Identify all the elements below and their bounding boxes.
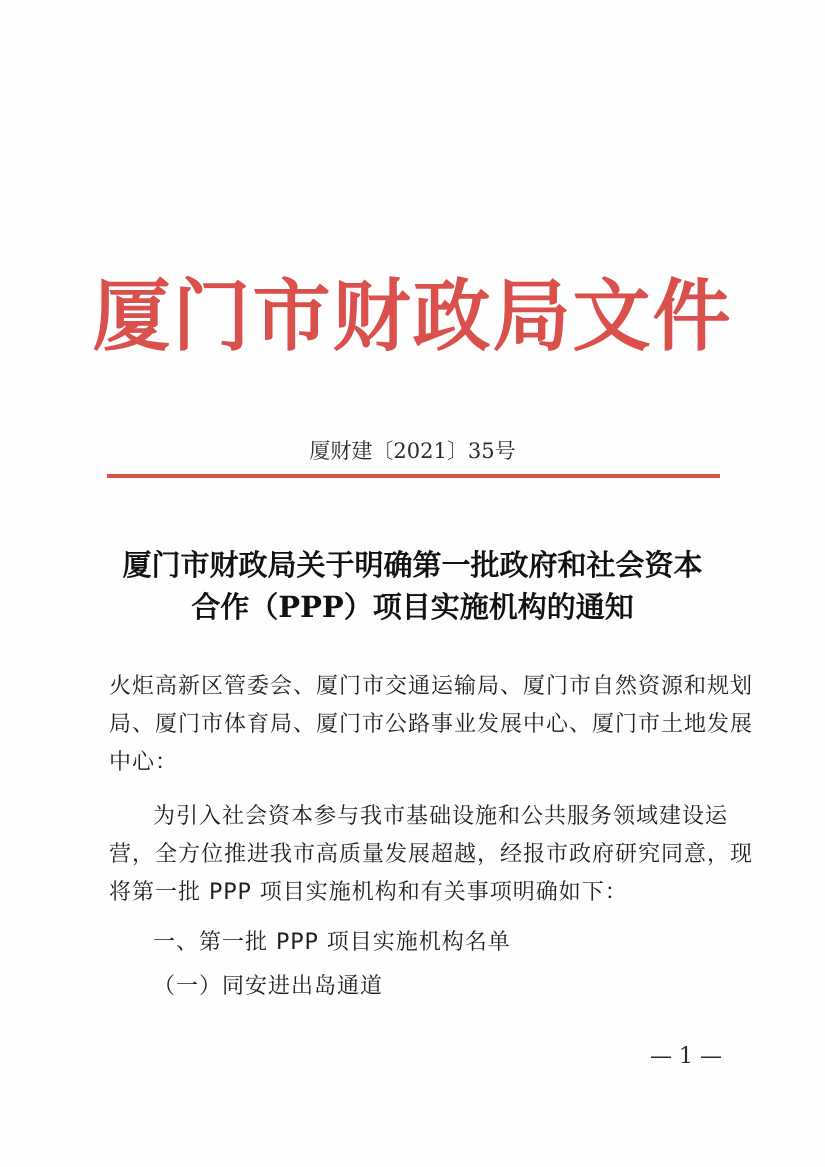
notice-title — [80, 544, 745, 628]
recipients-block — [109, 668, 754, 782]
subsection-heading-text: （一）同安进出岛通道 — [153, 974, 384, 999]
notice-title-line-1: 厦门市财政局关于明确第一批政府和社会资本 — [122, 548, 703, 582]
section-heading — [109, 924, 729, 962]
subsection-heading — [109, 968, 729, 1006]
recipients-line-3: 中心： — [109, 750, 179, 775]
document-number: 厦财建〔2021〕35号 — [309, 439, 516, 463]
paragraph-line-1: 为引入社会资本参与我市基础设施和公共服务领域建设运 — [153, 804, 729, 829]
paragraph-line-3: 将第一批 PPP 项目实施机构和有关事项明确如下： — [109, 880, 628, 905]
section-heading-text: 一、第一批 PPP 项目实施机构名单 — [153, 930, 511, 955]
paragraph-line-2: 营，全方位推进我市高质量发展超越，经报市政府研究同意，现 — [109, 842, 754, 867]
red-divider-rule — [107, 474, 720, 478]
recipients-line-1: 火炬高新区管委会、厦门市交通运输局、厦门市自然资源和规划 — [109, 674, 754, 699]
recipients-line-2: 局、厦门市体育局、厦门市公路事业发展中心、厦门市土地发展 — [109, 712, 754, 737]
document-masthead: 厦门市财政局文件 — [92, 271, 733, 362]
notice-title-line-2: 合作（PPP）项目实施机构的通知 — [191, 590, 634, 624]
page-number: — 1 — — [650, 1044, 722, 1069]
intro-paragraph — [109, 798, 754, 912]
